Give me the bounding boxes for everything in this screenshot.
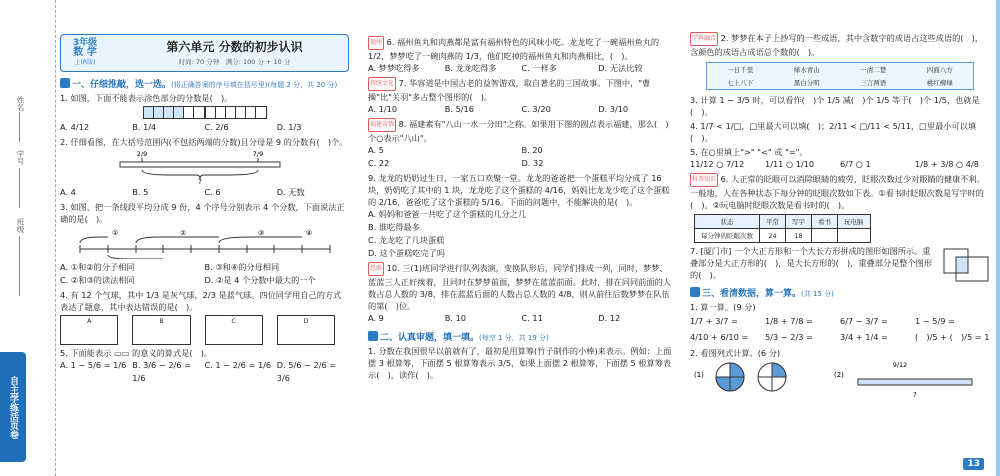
q3-option-b[interactable]: B. ③和④的分母相同 [204, 262, 280, 272]
idiom-item: 绿水青山 [793, 66, 820, 74]
q8-option-c[interactable]: C. 22 [368, 158, 390, 168]
q7-options [368, 103, 675, 116]
q7-option-a[interactable]: A. 1/10 [368, 104, 398, 114]
fill-2-tag: 学科融合 [690, 32, 718, 46]
q4-label-b: B [159, 318, 164, 325]
q3-mark-2: ② [180, 229, 187, 237]
fill-4 [690, 120, 990, 144]
q1-options [60, 121, 349, 134]
right-content [690, 30, 990, 401]
middle-content [368, 34, 675, 381]
calc-2-label-2: (2) [834, 371, 844, 379]
q3-options [60, 261, 349, 287]
q5-stem: 5. 下面能表示 ▭▭ 的意义的算式是( )。 [60, 348, 213, 358]
fill-2-stem: 2. 梦梦在本子上抄写的一些成语，其中含数字的成语占这些成语的( )，含颜色的成语占成语总个数的( )。 [690, 33, 984, 57]
calc-2-label-1: (1) [694, 371, 704, 379]
q2-question-mark: ? [198, 178, 202, 184]
spine-label: 自主学练活页卷 [0, 352, 26, 462]
q2-options [60, 186, 349, 199]
fill-5-items [690, 158, 990, 171]
q5-option-d[interactable]: D. 5/6 − 2/6 = 3/6 [276, 360, 337, 383]
compare-item[interactable]: 6/7 ○ 1 [840, 159, 871, 169]
table-cell [838, 229, 871, 243]
unit-header [60, 34, 349, 72]
idiom-item: 黑白分明 [793, 79, 820, 87]
blink-table [694, 214, 871, 243]
q7-tag: 传统文化 [368, 77, 396, 91]
time-text: 时间: 70 分钟 [178, 58, 220, 66]
table-row-label: 每分钟的眨眼次数 [695, 229, 760, 243]
table-cell [812, 229, 838, 243]
table-cell: 24 [760, 229, 786, 243]
question-10 [368, 262, 675, 312]
q10-tag: 思维 [368, 262, 384, 276]
calc-1-stem: 1. 算一算。(9 分) [690, 302, 756, 312]
right-column [686, 0, 1000, 476]
calc-item[interactable]: 3/4 + 1/4 = [840, 332, 888, 342]
calc-2-top-fraction: 9/12 [892, 361, 908, 369]
section-3-note: (共 15 分) [801, 290, 834, 298]
fill-5-stem: 5. 在○里填上">" "<" 或 "="。 [690, 147, 808, 157]
q7-option-d[interactable]: D. 3/10 [598, 104, 629, 114]
table-header: 写字 [786, 215, 812, 229]
q3-stem: 3. 如图，把一条线段平均分成 9 份，4 个序号分别表示 4 个分数，下面说法正确的是( )。 [60, 202, 345, 224]
fill-1-stem: 1. 分数在我国很早以前就有了，最初是用算筹(竹子制作的小棒)来表示。例如：上面摆 3 根算筹，下面摆 5 根算筹表示 3/5，如果上面摆 2 根算筹，下面摆 5 根算筹表示( )，读作( )。 [368, 346, 672, 380]
table-header: 状态 [695, 215, 760, 229]
right-edge-bar [996, 0, 1000, 476]
q3-mark-1: ① [112, 229, 119, 237]
subject-text: 数 学 [73, 47, 97, 58]
idiom-item: 一日千里 [727, 66, 754, 74]
calc-2-stem: 2. 看图列式计算。(6 分) [690, 348, 781, 358]
fill-3-stem: 3. 计算 1 − 3/5 时，可以看作( )个 1/5 减( )个 1/5 等于( )个 1/5，也就是( )。 [690, 95, 980, 117]
q2-label-right: 7/9 [252, 150, 264, 158]
fill-6-tag: 科普知识 [690, 173, 718, 187]
idiom-box [706, 62, 974, 90]
question-3 [60, 201, 349, 225]
q10-option-c[interactable]: C. 11 [521, 313, 543, 323]
name-label: 姓名 [16, 96, 25, 111]
q9-stem: 9. 龙龙的奶奶过生日，一家五口欢聚一堂。龙龙的爸爸把一个蛋糕平均分成了 16 块，奶奶吃了其中的 1 块，龙龙吃了这个蛋糕的 4/16，妈妈比龙龙少吃了这个蛋糕的 2/16，爸爸吃了这个蛋糕的 5/16。下面的问题中，不能解决的是( )。 [368, 173, 670, 207]
q5-options [60, 359, 349, 385]
q10-option-a[interactable]: A. 9 [368, 313, 384, 323]
q9-option-a[interactable]: A. 妈妈和爸爸一共吃了这个蛋糕的几分之几 [368, 209, 527, 219]
fill-7-stem: 7. [厦门市] 一个大正方形和一个大长方形拼成的图形如图所示。重叠部分是大正方形的( )，是大长方形的( )，重叠部分是整个图形的( )。 [690, 246, 933, 280]
calc-item[interactable]: 5/3 − 2/3 = [765, 332, 813, 342]
fill-6 [690, 173, 990, 211]
table-header: 玩电脑 [838, 215, 871, 229]
q1-option-c[interactable]: C. 2/6 [204, 122, 229, 132]
q1-blank-cells [205, 106, 267, 119]
fill-2 [690, 32, 990, 58]
q7-option-b[interactable]: B. 5/16 [444, 104, 474, 114]
middle-column [358, 0, 681, 476]
q1-grid-figure [60, 106, 349, 119]
q5-option-c[interactable]: C. 1 − 2/6 = 1/6 [204, 360, 272, 370]
q6-tag: 福州 [368, 36, 384, 50]
q3-option-c[interactable]: C. ②和③的读法相同 [60, 275, 135, 285]
pencil-icon [368, 331, 378, 341]
binding-gutter [0, 0, 56, 476]
q6-option-a[interactable]: A. 梦梦吃得多 [368, 63, 420, 73]
calc-item[interactable]: 6/7 − 3/7 = [840, 316, 888, 326]
left-page [0, 0, 355, 476]
q1-option-b[interactable]: B. 1/4 [132, 122, 157, 132]
q6-option-b[interactable]: B. 龙龙吃得多 [444, 63, 497, 73]
pencil-icon [60, 78, 70, 88]
q2-option-d[interactable]: D. 无数 [276, 187, 305, 197]
q6-option-d[interactable]: D. 无法比较 [598, 63, 643, 73]
calc-2-figures [690, 359, 980, 399]
q3-option-a[interactable]: A. ①和②的分子相同 [60, 262, 135, 272]
section-1-note: (将正确答案的序号填在括号里)(每题 2 分，共 20 分) [171, 81, 338, 89]
question-7 [368, 77, 675, 103]
id-line [19, 168, 20, 208]
name-line [19, 112, 20, 142]
q10-options [368, 312, 675, 325]
q8-option-a[interactable]: A. 5 [368, 145, 384, 155]
q9-option-c[interactable]: C. 龙龙吃了几块蛋糕 [368, 235, 445, 245]
q8-stem: 8. 福建素有"八山一水一分田"之称。如果用下图的圆点表示福建，那么( )个○表示"八山"。 [368, 119, 669, 143]
q3-mark-4: ④ [306, 229, 313, 237]
calc-2-question-mark: ? [913, 391, 917, 399]
q7-stem: 7. 华容道是中国古老的益智游戏，取自著名的三国故事。下图中，"曹操"比"关羽"多占整个图形的( )。 [368, 78, 651, 102]
class-line [19, 236, 20, 296]
grade-badge [67, 38, 103, 68]
calc-item[interactable]: 1/8 + 7/8 = [765, 316, 813, 326]
compare-item[interactable]: 11/12 ○ 7/12 [690, 159, 745, 169]
question-9 [368, 172, 675, 208]
q1-stem: 1. 如图，下面不能表示涂色部分的分数是( )。 [60, 93, 233, 103]
overlap-figure [942, 247, 990, 283]
q9-option-b[interactable]: B. 谁吃得最多 [368, 222, 420, 232]
grade-text: 3年级 [72, 38, 98, 48]
q4-figure-d [277, 315, 335, 345]
q2-option-a[interactable]: A. 4 [60, 187, 76, 197]
q4-figures [60, 315, 349, 345]
calc-item[interactable]: 4/10 + 6/10 = [690, 332, 749, 342]
calc-item[interactable]: 1 − 5/9 = [915, 316, 955, 326]
edition-text: 上(R版) [74, 59, 96, 66]
q5-option-b[interactable]: B. 3/6 − 2/6 = 1/6 [132, 360, 191, 383]
question-6 [368, 36, 675, 62]
q10-option-d[interactable]: D. 12 [598, 313, 621, 323]
q6-options [368, 62, 675, 75]
section-3-title [690, 287, 990, 299]
q2-option-c[interactable]: C. 6 [204, 187, 221, 197]
idiom-item: 一清二楚 [860, 66, 887, 74]
q10-option-b[interactable]: B. 10 [444, 313, 466, 323]
section-2-title [368, 331, 675, 343]
question-8 [368, 118, 675, 144]
q8-option-d[interactable]: D. 32 [521, 158, 544, 168]
idiom-item: 七上八下 [727, 79, 754, 87]
fill-6-stem: 6. 人正常的眨眼可以消除眼睛的疲劳，眨眼次数过少对眼睛的健康不利。一般地，人在各种状态下每分钟的眨眼次数如下表。①看书时眨眼次数是写字时的( )。②玩电脑时眨眼次数是看书时的( )。 [690, 174, 985, 210]
q6-stem: 6. 福州鱼丸和肉燕都是富有福州特色的风味小吃。龙龙吃了一碗福州鱼丸的 1/2，梦梦吃了一碗肉燕的 1/3，他们吃掉的福州鱼丸和肉燕相比，( )。 [368, 37, 660, 61]
q4-figure-c [205, 315, 263, 345]
page-number: 13 [963, 458, 984, 470]
q8-option-b[interactable]: B. 20 [521, 145, 543, 155]
q2-stem: 2. 仔细看图，在大括号范围内(不包括两端的分数)且分母是 9 的分数有( )个。 [60, 137, 348, 147]
class-label: 班级 [16, 218, 25, 233]
idiom-item: 桃红柳绿 [926, 79, 953, 87]
q1-option-a[interactable]: A. 4/12 [60, 122, 90, 132]
calc-item[interactable]: 1/7 + 3/7 = [690, 316, 738, 326]
section-3-label: 三、看清数据，算一算。 [702, 289, 802, 299]
q2-label-left: 2/9 [136, 150, 148, 158]
q4-label-c: C [231, 318, 236, 325]
calc-item[interactable]: ( )/5 + ( )/5 = 1 [915, 332, 990, 342]
compare-item[interactable]: 1/8 + 3/8 ○ 4/8 [915, 159, 979, 169]
q1-option-d[interactable]: D. 1/3 [276, 122, 302, 132]
q4-label-a: A [87, 318, 92, 325]
q4-stem: 4. 有 12 个气球，其中 1/3 是灰气球，2/3 是蓝气球。四位同学用自己的方式表达了题意，其中表达错误的是( )。 [60, 290, 342, 312]
q9-options [368, 208, 675, 260]
q10-stem: 10. 三(1)班同学进行队列表演，变换队形后，同学们排成一列，同时，梦梦、蓝蓝三人正好挨着，且同时在梦梦前面，梦梦在蓝蓝前面。此时，排在同同前面的人数占总人数的 3/8，排在蓝蓝后面的人数占总人数的 4/8，则从前往后数梦梦在队伍的第( )位。 [368, 263, 671, 311]
calc-1-items [690, 313, 990, 345]
q4-figure-a [60, 315, 118, 345]
q5-option-a[interactable]: A. 1 − 5/6 = 1/6 [60, 360, 127, 370]
q7-option-c[interactable]: C. 3/20 [521, 104, 551, 114]
q8-options [368, 144, 675, 170]
question-4 [60, 289, 349, 313]
table-header: 看书 [812, 215, 838, 229]
section-1-label: 一、仔细推敲，选一选。 [72, 80, 172, 90]
idiom-item: 三言两语 [860, 79, 887, 87]
q3-mark-3: ③ [258, 229, 265, 237]
time-score [121, 57, 348, 66]
question-5 [60, 347, 349, 359]
q3-segment-figure [60, 225, 345, 259]
q6-option-c[interactable]: C. 一样多 [521, 63, 557, 73]
q8-tag: 福建省情 [368, 118, 396, 132]
question-2 [60, 136, 349, 148]
q1-shaded-cells [143, 106, 205, 119]
fill-3 [690, 94, 990, 118]
fill-5 [690, 146, 990, 158]
q3-option-d[interactable]: D. ②是 4 个分数中最大的一个 [204, 275, 316, 285]
fill-1 [368, 345, 675, 381]
compare-item[interactable]: 1/11 ○ 1/10 [765, 159, 815, 169]
score-text: 满分: 100 分 + 10 分 [225, 58, 291, 66]
table-cell: 18 [786, 229, 812, 243]
q2-number-line [60, 148, 345, 184]
unit-title: 第六单元 分数的初步认识 [166, 40, 303, 54]
idiom-item: 四面八方 [926, 66, 953, 74]
fill-4-stem: 4. 1/7 < 1/□，□里最大可以填( )；2/11 < □/11 < 5/11，□里最小可以填( )。 [690, 121, 977, 143]
pencil-icon [690, 287, 700, 297]
q9-option-d[interactable]: D. 这个蛋糕吃完了吗 [368, 248, 446, 258]
section-2-note: (每空 1 分，共 19 分) [479, 334, 549, 342]
fill-7 [690, 245, 990, 281]
q4-figure-b [132, 315, 190, 345]
table-header: 平常 [760, 215, 786, 229]
q4-label-d: D [303, 318, 309, 325]
section-2-label: 二、认真审题，填一填。 [380, 333, 480, 343]
student-id-label: 学号 [16, 150, 25, 165]
section-1-title [60, 78, 349, 90]
question-1 [60, 92, 349, 104]
q2-option-b[interactable]: B. 5 [132, 187, 149, 197]
